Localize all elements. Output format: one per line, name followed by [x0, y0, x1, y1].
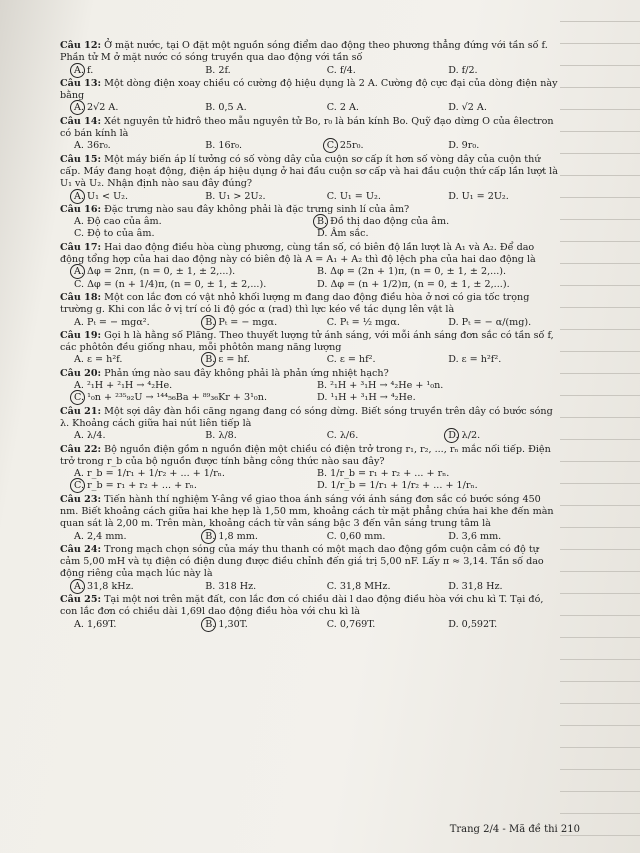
- ruled-line: [560, 131, 640, 132]
- answer-option-text: A. U₁ < U₂.: [74, 190, 129, 202]
- answer-option[interactable]: [317, 266, 560, 278]
- ruled-line: [560, 615, 640, 616]
- answer-option-text: A. ²₁H + ²₁H → ⁴₂He.: [74, 380, 173, 392]
- ruled-line: [560, 505, 640, 506]
- question-number: Câu 20:: [60, 367, 102, 379]
- question-stem: [60, 242, 560, 267]
- question-text: Ở mặt nước, tại O đặt một nguồn sóng điểm dao động theo phương thẳng đứng với tần số f. Phần tử M ở mặt nước có sóng truyền qua dao động với tần số: [60, 40, 548, 64]
- answer-option-text: C. Pₜ = ½ mgα.: [326, 316, 400, 328]
- answer-option-text: C. f/4.: [326, 64, 356, 76]
- answer-option-text: C. r_b = r₁ + r₂ + ... + rₙ.: [74, 480, 197, 492]
- page-ruled-lines: [560, 0, 640, 853]
- answer-option[interactable]: [74, 191, 205, 203]
- answer-option-text: D. λ/2.: [448, 430, 481, 442]
- ruled-line: [560, 527, 640, 528]
- answer-option-text: B. 0,5 A.: [205, 102, 247, 114]
- ruled-line: [560, 65, 640, 66]
- answer-options: [60, 581, 560, 593]
- ruled-line: [560, 659, 640, 660]
- question-block: [60, 154, 560, 203]
- ruled-line: [560, 21, 640, 22]
- answer-option-text: C. Δφ = (n + 1/4)π, (n = 0, ± 1, ± 2,...).: [74, 278, 267, 290]
- answer-option[interactable]: [327, 65, 449, 77]
- answer-option[interactable]: [327, 191, 449, 203]
- question-number: Câu 14:: [60, 115, 102, 127]
- answer-options: [60, 619, 560, 631]
- answer-option-text: A. Δφ = 2nπ, (n = 0, ± 1, ± 2,...).: [74, 266, 236, 278]
- answer-option[interactable]: [448, 581, 560, 593]
- ruled-line: [560, 593, 640, 594]
- ruled-line: [560, 197, 640, 198]
- answer-option[interactable]: [327, 619, 449, 631]
- answer-option[interactable]: [205, 531, 327, 543]
- question-number: Câu 15:: [60, 153, 102, 165]
- answer-option[interactable]: [327, 354, 449, 366]
- question-number: Câu 23:: [60, 493, 102, 505]
- question-block: [60, 292, 560, 329]
- question-block: [60, 330, 560, 367]
- question-number: Câu 25:: [60, 594, 102, 606]
- page-footer: Trang 2/4 - Mã đề thi 210: [449, 824, 580, 835]
- ruled-line: [560, 549, 640, 550]
- ruled-line: [560, 153, 640, 154]
- answer-option[interactable]: [74, 430, 205, 442]
- answer-option-text: D. 3,6 mm.: [448, 530, 502, 542]
- question-number: Câu 22:: [60, 443, 102, 455]
- answer-option[interactable]: [317, 228, 560, 240]
- ruled-line: [560, 483, 640, 484]
- answer-option[interactable]: [448, 140, 560, 152]
- question-stem: [60, 330, 560, 355]
- ruled-line: [560, 263, 640, 264]
- answer-options: [60, 266, 560, 291]
- ruled-line: [560, 461, 640, 462]
- question-number: Câu 19:: [60, 329, 102, 341]
- answer-option[interactable]: [317, 380, 560, 392]
- question-block: [60, 444, 560, 493]
- question-text: Phản ứng nào sau đây không phải là phản ứng nhiệt hạch?: [104, 367, 389, 379]
- ruled-line: [560, 703, 640, 704]
- question-text: Tiến hành thí nghiệm Y-âng về giao thoa ánh sáng với ánh sáng đơn sắc có bước sóng 450 nm. Biết khoảng cách giữa hai khe hẹp là 1,50 mm, khoảng cách từ mặt phẳng chứa hai khe đến màn quan sát là 2,00 m. Trên màn, khoảng cách từ vân sáng bậc 3 đến vân sáng trung tâm là: [60, 493, 554, 530]
- question-stem: [60, 78, 560, 103]
- question-stem: [60, 154, 560, 191]
- answer-option[interactable]: [74, 140, 205, 152]
- answer-option[interactable]: [74, 279, 317, 291]
- question-text: Một con lắc đơn có vật nhỏ khối lượng m đang dao động điều hòa ở nơi có gia tốc trọng trường g. Khi con lắc ở vị trí có li độ góc α (rad) thì lực kéo về tác dụng lên vật là: [60, 291, 530, 316]
- ruled-line: [560, 769, 640, 770]
- answer-option[interactable]: [317, 392, 560, 404]
- pen-circle-mark: [70, 579, 85, 594]
- answer-option[interactable]: [74, 354, 205, 366]
- answer-option-text: C. ¹₀n + ²³⁵₉₂U → ¹⁴⁴₅₆Ba + ⁸⁹₃₆Kr + 3¹₀n.: [74, 392, 267, 404]
- answer-option[interactable]: [317, 279, 560, 291]
- answer-option-text: A. Độ cao của âm.: [74, 216, 162, 228]
- ruled-line: [560, 43, 640, 44]
- answer-option[interactable]: [448, 65, 560, 77]
- question-stem: [60, 444, 560, 469]
- answer-option-text: D. 9r₀.: [448, 140, 480, 152]
- pen-circle-mark: [201, 529, 216, 544]
- answer-option[interactable]: [205, 354, 327, 366]
- answer-option-text: C. 0,60 mm.: [326, 530, 386, 542]
- question-stem: [60, 40, 560, 65]
- answer-option-text: C. Độ to của âm.: [74, 228, 155, 240]
- answer-option[interactable]: [74, 468, 317, 480]
- question-text: Một sợi dây đàn hồi căng ngang đang có sóng dừng. Biết sóng truyền trên dây có bước sóng λ. Khoảng cách giữa hai nút liên tiếp là: [60, 405, 553, 429]
- question-block: [60, 242, 560, 291]
- ruled-line: [560, 835, 640, 836]
- answer-options: [60, 191, 560, 203]
- question-text: Trong mạch chọn sóng của máy thu thanh có một mạch dao động gồm cuộn cảm có độ tự cảm 5,00 mH và tụ điện có điện dung được điều chỉnh đến giá trị 5,00 nF. Lấy π ≈ 3,14. Tần số dao động riêng của mạch lúc này là: [60, 543, 544, 580]
- question-stem: [60, 494, 560, 531]
- answer-option[interactable]: [327, 102, 449, 114]
- answer-option-text: C. 0,769T.: [326, 618, 376, 630]
- answer-option[interactable]: [74, 65, 205, 77]
- answer-option-text: B. Δφ = (2n + 1)π, (n = 0, ± 1, ± 2,...).: [317, 266, 507, 278]
- answer-option[interactable]: [327, 531, 449, 543]
- ruled-line: [560, 285, 640, 286]
- answer-option-text: C. ε = hf².: [326, 354, 376, 366]
- question-stem: [60, 204, 560, 216]
- answer-option[interactable]: [205, 65, 327, 77]
- answer-option-text: A. Pₜ = − mgα².: [74, 316, 150, 328]
- question-block: [60, 116, 560, 153]
- question-number: Câu 18:: [60, 291, 102, 303]
- answer-option-text: D. ε = h²f².: [448, 354, 502, 366]
- pen-circle-mark: [70, 63, 85, 78]
- answer-option-text: B. 1,8 mm.: [205, 530, 258, 542]
- answer-option[interactable]: [205, 191, 327, 203]
- answer-option[interactable]: [448, 317, 560, 329]
- answer-option-text: D. f/2.: [448, 64, 478, 76]
- question-number: Câu 16:: [60, 203, 102, 215]
- answer-option[interactable]: [448, 354, 560, 366]
- answer-option[interactable]: [74, 619, 205, 631]
- answer-option-text: D. U₁ = 2U₂.: [448, 190, 509, 202]
- question-text: Hai dao động điều hòa cùng phương, cùng tần số, có biên độ lần lượt là A₁ và A₂. Để dao động tổng hợp của hai dao động này có biên độ là A = A₁ + A₂ thì độ lệch pha của hai dao động là: [60, 241, 536, 266]
- ruled-line: [560, 747, 640, 748]
- answer-option-text: B. ε = hf.: [205, 354, 250, 366]
- question-stem: [60, 594, 560, 619]
- answer-options: [60, 216, 560, 241]
- answer-option-text: C. 2 A.: [326, 102, 359, 114]
- answer-option-text: C. λ/6.: [326, 430, 359, 442]
- answer-option-text: A. f.: [74, 64, 94, 76]
- question-block: [60, 40, 560, 77]
- answer-options: [60, 140, 560, 152]
- ruled-line: [560, 175, 640, 176]
- question-stem: [60, 116, 560, 141]
- answer-option[interactable]: [205, 102, 327, 114]
- answer-options: [60, 380, 560, 405]
- answer-option-text: D. Δφ = (n + 1/2)π, (n = 0, ± 1, ± 2,...).: [317, 278, 510, 290]
- answer-option[interactable]: [74, 380, 317, 392]
- question-number: Câu 12:: [60, 40, 102, 51]
- question-block: [60, 368, 560, 405]
- answer-option[interactable]: [205, 619, 327, 631]
- answer-option[interactable]: [74, 392, 317, 404]
- question-block: [60, 594, 560, 631]
- answer-option-text: D. Âm sắc.: [317, 228, 369, 240]
- question-block: [60, 544, 560, 593]
- answer-option-text: D. 31,8 Hz.: [448, 580, 503, 592]
- answer-option-text: B. 1/r_b = r₁ + r₂ + ... + rₙ.: [317, 468, 450, 480]
- answer-option-text: B. 318 Hz.: [205, 580, 257, 592]
- ruled-line: [560, 791, 640, 792]
- ruled-line: [560, 241, 640, 242]
- answer-options: [60, 430, 560, 442]
- answer-option-text: A. 36r₀.: [74, 140, 111, 152]
- answer-option-text: D. √2 A.: [448, 102, 487, 114]
- answer-option[interactable]: [448, 430, 560, 442]
- question-number: Câu 21:: [60, 405, 102, 417]
- answer-option[interactable]: [327, 140, 449, 152]
- question-text: Xét nguyên tử hiđrô theo mẫu nguyên tử Bo, r₀ là bán kính Bo. Quỹ đạo dừng O của êlectron có bán kính là: [60, 115, 554, 140]
- answer-option[interactable]: [327, 581, 449, 593]
- answer-option[interactable]: [327, 317, 449, 329]
- answer-option[interactable]: [74, 480, 317, 492]
- answer-option[interactable]: [74, 581, 205, 593]
- ruled-line: [560, 351, 640, 352]
- pen-circle-mark: [201, 617, 216, 632]
- answer-options: [60, 65, 560, 77]
- question-stem: [60, 406, 560, 431]
- answer-option-text: B. 16r₀.: [205, 140, 243, 152]
- answer-option-text: C. U₁ = U₂.: [326, 190, 381, 202]
- answer-option[interactable]: [74, 317, 205, 329]
- ruled-line: [560, 637, 640, 638]
- answer-option[interactable]: [74, 216, 317, 228]
- question-block: [60, 78, 560, 115]
- ruled-line: [560, 725, 640, 726]
- ruled-line: [560, 417, 640, 418]
- ruled-line: [560, 307, 640, 308]
- question-text: Đặc trưng nào sau đây không phải là đặc trưng sinh lí của âm?: [104, 203, 410, 215]
- ruled-line: [560, 219, 640, 220]
- answer-option[interactable]: [205, 140, 327, 152]
- ruled-line: [560, 813, 640, 814]
- question-block: [60, 406, 560, 443]
- answer-option[interactable]: [74, 266, 317, 278]
- answer-option[interactable]: [317, 480, 560, 492]
- answer-options: [60, 102, 560, 114]
- answer-option-text: C. 31,8 MHz.: [326, 580, 391, 592]
- answer-options: [60, 531, 560, 543]
- answer-option[interactable]: [74, 531, 205, 543]
- answer-option-text: B. 2f.: [205, 64, 231, 76]
- answer-option[interactable]: [74, 228, 317, 240]
- ruled-line: [560, 87, 640, 88]
- answer-option-text: A. 2√2 A.: [74, 102, 119, 114]
- question-list: [60, 40, 560, 632]
- answer-option[interactable]: [448, 191, 560, 203]
- question-text: Gọi h là hằng số Plăng. Theo thuyết lượng tử ánh sáng, với mỗi ánh sáng đơn sắc có tần số f, các phôtôn đều giống nhau, mỗi phôtôn mang năng lượng: [60, 329, 554, 354]
- answer-option-text: A. r_b = 1/r₁ + 1/r₂ + ... + 1/rₙ.: [74, 468, 225, 480]
- question-number: Câu 13:: [60, 77, 102, 89]
- question-text: Một máy biến áp lí tưởng có số vòng dây của cuộn sơ cấp ít hơn số vòng dây của cuộn thứ cấp. Máy đang hoạt động, điện áp hiệu dụng ở hai đầu cuộn sơ cấp và hai đầu cuộn thứ cấp lần lượt là U₁ và U₂. Nhận định nào sau đây đúng?: [60, 153, 558, 190]
- pen-circle-mark: [70, 189, 85, 204]
- answer-option-text: A. 2,4 mm.: [74, 530, 127, 542]
- answer-option[interactable]: [205, 317, 327, 329]
- answer-options: [60, 354, 560, 366]
- ruled-line: [560, 681, 640, 682]
- question-block: [60, 204, 560, 241]
- answer-options: [60, 468, 560, 493]
- answer-option-text: A. ε = h²f.: [74, 354, 123, 366]
- answer-option-text: C. 25r₀.: [326, 140, 364, 152]
- answer-option-text: D. ¹₁H + ³₁H → ⁴₂He.: [317, 392, 416, 404]
- answer-options: [60, 317, 560, 329]
- ruled-line: [560, 373, 640, 374]
- answer-option-text: A. 31,8 kHz.: [74, 580, 134, 592]
- ruled-line: [560, 329, 640, 330]
- answer-option[interactable]: [448, 102, 560, 114]
- ruled-line: [560, 395, 640, 396]
- answer-option-text: A. 1,69T.: [74, 618, 117, 630]
- answer-option[interactable]: [317, 216, 560, 228]
- question-stem: [60, 368, 560, 380]
- answer-option[interactable]: [205, 430, 327, 442]
- question-text: Một dòng điện xoay chiều có cường độ hiệu dụng là 2 A. Cường độ cực đại của dòng điện này bằng: [60, 77, 558, 102]
- answer-option-text: B. Pₜ = − mgα.: [205, 316, 278, 328]
- question-text: Tại một nơi trên mặt đất, con lắc đơn có chiều dài l dao động điều hòa với chu kì T. Tại đó, con lắc đơn có chiều dài 1,69l dao động điều hòa với chu kì là: [60, 594, 544, 618]
- question-text: Bộ nguồn điện gồm n nguồn điện một chiều có điện trở trong r₁, r₂, ..., rₙ mắc nối tiếp. Điện trở trong r_b của bộ nguồn được tính bằng công thức nào sau đây?: [60, 443, 551, 467]
- answer-option-text: B. Đồ thị dao động của âm.: [317, 216, 450, 228]
- answer-option-text: B. 1,30T.: [205, 618, 248, 630]
- answer-option-text: A. λ/4.: [74, 430, 106, 442]
- answer-option[interactable]: [205, 581, 327, 593]
- answer-option-text: B. λ/8.: [205, 430, 237, 442]
- ruled-line: [560, 109, 640, 110]
- ruled-line: [560, 571, 640, 572]
- answer-option[interactable]: [448, 619, 560, 631]
- answer-option-text: D. Pₜ = − α/(mg).: [448, 316, 532, 328]
- question-block: [60, 494, 560, 543]
- answer-option[interactable]: [327, 430, 449, 442]
- question-number: Câu 17:: [60, 241, 102, 253]
- answer-option[interactable]: [74, 102, 205, 114]
- question-stem: [60, 292, 560, 317]
- answer-option[interactable]: [448, 531, 560, 543]
- answer-option-text: B. U₁ > 2U₂.: [205, 190, 266, 202]
- answer-option[interactable]: [317, 468, 560, 480]
- answer-option-text: D. 1/r_b = 1/r₁ + 1/r₂ + ... + 1/rₙ.: [317, 480, 478, 492]
- pen-circle-mark: [201, 315, 216, 330]
- question-stem: [60, 544, 560, 581]
- answer-option-text: B. ²₁H + ³₁H → ⁴₂He + ¹₀n.: [317, 380, 444, 392]
- ruled-line: [560, 439, 640, 440]
- answer-option-text: D. 0,592T.: [448, 618, 498, 630]
- question-number: Câu 24:: [60, 543, 102, 555]
